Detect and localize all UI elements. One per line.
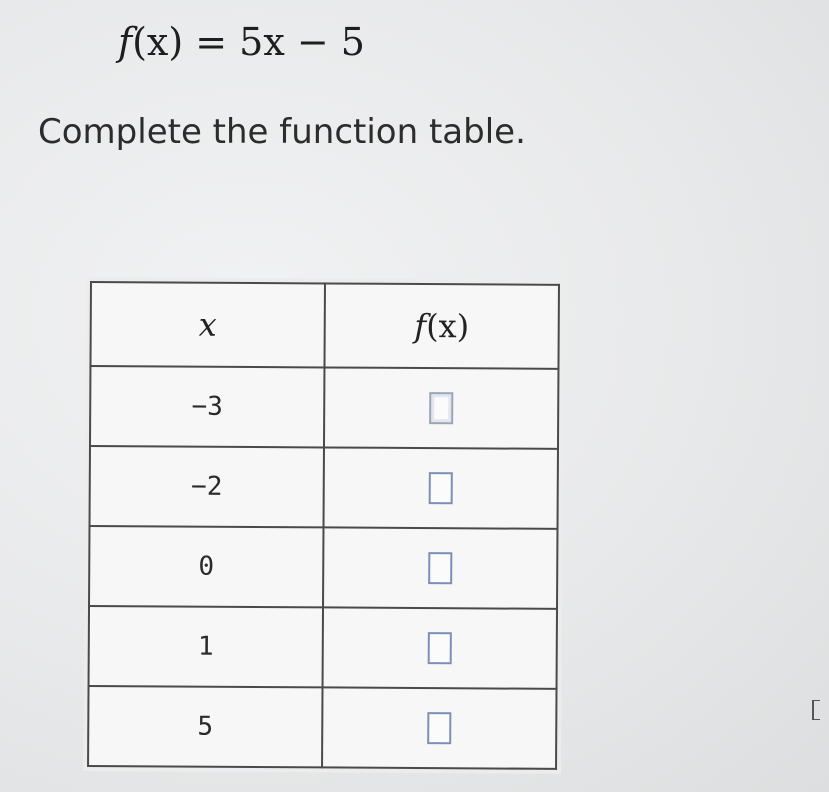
x-value: 5 — [88, 686, 322, 767]
fx-cell — [323, 447, 557, 528]
fx-cell — [322, 687, 556, 768]
table-row — [89, 606, 557, 689]
table-row — [90, 446, 558, 529]
fx-cell — [323, 607, 557, 688]
answer-input[interactable] — [429, 392, 453, 424]
header-x: x — [90, 282, 325, 367]
fx-cell — [323, 527, 557, 608]
x-value: −2 — [90, 446, 324, 527]
table-header-row — [90, 282, 559, 369]
table-row — [88, 686, 556, 769]
x-value: −3 — [90, 366, 324, 447]
function-rhs: = 5x − 5 — [195, 20, 365, 64]
instruction-text: Complete the function table. — [38, 112, 526, 152]
table-row — [89, 526, 557, 609]
answer-input[interactable] — [428, 552, 452, 584]
answer-input[interactable] — [429, 472, 453, 504]
function-name: f — [118, 20, 133, 64]
table-row — [90, 366, 558, 449]
fx-cell — [324, 367, 558, 448]
x-value: 0 — [89, 526, 323, 607]
x-value: 1 — [89, 606, 323, 687]
header-fx: f(x) — [324, 283, 559, 368]
mouse-cursor-icon — [812, 700, 820, 720]
function-table — [87, 281, 560, 770]
answer-input[interactable] — [427, 712, 451, 744]
answer-input[interactable] — [428, 632, 452, 664]
function-argument: (x) — [132, 20, 184, 64]
function-equation — [118, 20, 365, 64]
